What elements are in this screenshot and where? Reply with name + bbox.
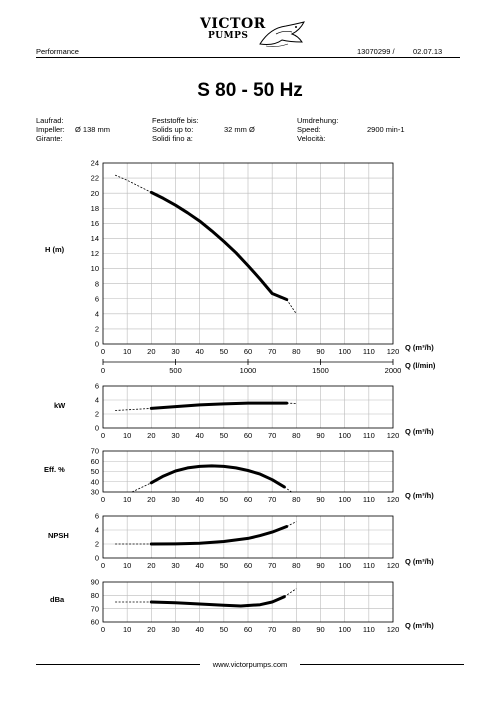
speed-label: Speed:: [297, 125, 321, 134]
head-curve-dashed-start: [115, 175, 151, 192]
footer-website: www.victorpumps.com: [212, 660, 288, 669]
npsh-xtick-label: 20: [147, 561, 156, 570]
efficiency-curve-solid: [151, 466, 284, 487]
efficiency-ytick-label: 70: [90, 446, 99, 456]
power-xlabel: Q (m³/h): [405, 427, 434, 436]
noise-xtick-label: 110: [362, 625, 375, 634]
npsh-xtick-label: 60: [243, 561, 253, 570]
head-xtick-label: 50: [219, 347, 229, 356]
efficiency-xtick-label: 90: [316, 495, 325, 504]
noise-ylabel: dBa: [50, 595, 65, 604]
efficiency-ytick-label: 50: [90, 467, 99, 477]
noise-xtick-label: 70: [267, 625, 277, 634]
efficiency-xtick-label: 70: [267, 495, 277, 504]
efficiency-xtick-label: 30: [171, 495, 180, 504]
npsh-xtick-label: 120: [386, 561, 400, 570]
npsh-xtick-label: 70: [267, 561, 277, 570]
laufrad-label: Laufrad:: [36, 116, 64, 125]
efficiency-xtick-label: 110: [362, 495, 375, 504]
power-xtick-label: 0: [100, 431, 106, 440]
noise-xtick-label: 60: [243, 625, 253, 634]
solids-label: Solids up to:: [152, 125, 194, 134]
head-ytick-label: 8: [94, 279, 99, 289]
noise-xtick-label: 30: [171, 625, 180, 634]
power-xtick-label: 100: [338, 431, 351, 440]
npsh-xtick-label: 0: [100, 561, 106, 570]
noise-ytick-label: 90: [90, 577, 99, 587]
power-xtick-label: 90: [316, 431, 325, 440]
npsh-xtick-label: 90: [316, 561, 325, 570]
power-curve-dashed-start: [115, 408, 151, 410]
head-xtick-label: 90: [316, 347, 325, 356]
power-xtick-label: 20: [147, 431, 156, 440]
efficiency-curve-dashed-start: [132, 483, 151, 492]
document-date: 02.07.13: [413, 47, 443, 56]
power-xtick-label: 110: [362, 431, 375, 440]
power-ytick-label: 0: [94, 423, 99, 433]
noise-xtick-label: 50: [219, 625, 229, 634]
power-ylabel: kW: [54, 401, 66, 410]
npsh-xtick-label: 50: [219, 561, 229, 570]
umdrehung-label: Umdrehung:: [297, 116, 339, 125]
noise-xtick-label: 40: [195, 625, 204, 634]
efficiency-curve-dashed-end: [284, 487, 291, 492]
lmin-tick-label: 0: [100, 366, 106, 375]
power-xtick-label: 50: [219, 431, 229, 440]
lmin-tick-label: 1500: [312, 366, 329, 375]
efficiency-xlabel: Q (m³/h): [405, 491, 434, 500]
efficiency-xtick-label: 20: [147, 495, 156, 504]
noise-xtick-label: 0: [100, 625, 106, 634]
head-xtick-label: 110: [362, 347, 375, 356]
noise-xlabel: Q (m³/h): [405, 621, 434, 630]
efficiency-xtick-label: 60: [243, 495, 253, 504]
lmin-tick-label: 500: [169, 366, 182, 375]
feststoffe-label: Feststoffe bis:: [152, 116, 199, 125]
efficiency-ytick-label: 30: [90, 487, 99, 497]
power-curve-solid: [151, 403, 286, 408]
head-xtick-label: 100: [338, 347, 351, 356]
noise-ytick-label: 80: [90, 590, 99, 600]
noise-xtick-label: 100: [338, 625, 351, 634]
head-ytick-label: 6: [94, 294, 99, 304]
solids-value: 32 mm Ø: [224, 125, 255, 134]
head-ytick-label: 4: [94, 309, 99, 319]
noise-xtick-label: 90: [316, 625, 325, 634]
head-ytick-label: 16: [90, 218, 99, 228]
npsh-xtick-label: 110: [362, 561, 375, 570]
head-xlabel: Q (m³/h): [405, 343, 434, 352]
noise-xtick-label: 80: [292, 625, 301, 634]
npsh-xtick-label: 80: [292, 561, 301, 570]
power-xtick-label: 40: [195, 431, 204, 440]
head-ytick-label: 12: [90, 249, 99, 259]
npsh-ylabel: NPSH: [48, 531, 69, 540]
npsh-curve-solid: [151, 527, 286, 545]
npsh-ytick-label: 6: [94, 511, 99, 521]
head-ytick-label: 2: [94, 324, 99, 334]
head-xtick-label: 20: [147, 347, 156, 356]
npsh-xtick-label: 30: [171, 561, 180, 570]
power-xtick-label: 80: [292, 431, 301, 440]
velocita-label: Velocità:: [297, 134, 326, 143]
noise-curve-solid: [151, 597, 284, 606]
efficiency-xtick-label: 40: [195, 495, 204, 504]
head-ytick-label: 20: [90, 188, 99, 198]
power-ytick-label: 4: [94, 395, 99, 405]
power-ytick-label: 2: [94, 409, 99, 419]
performance-label: Performance: [36, 47, 79, 56]
noise-xtick-label: 120: [386, 625, 400, 634]
head-ytick-label: 18: [90, 203, 99, 213]
power-xtick-label: 30: [171, 431, 180, 440]
head-xtick-label: 60: [243, 347, 253, 356]
lmin-tick-label: 2000: [384, 366, 402, 375]
girante-label: Girante:: [36, 134, 63, 143]
npsh-curve-dashed-end: [287, 522, 297, 527]
npsh-xlabel: Q (m³/h): [405, 557, 434, 566]
efficiency-xtick-label: 0: [100, 495, 106, 504]
noise-xtick-label: 10: [122, 625, 132, 634]
document-number: 13070299 /: [357, 47, 395, 56]
efficiency-ytick-label: 60: [90, 456, 99, 466]
noise-ytick-label: 70: [90, 604, 99, 614]
efficiency-xtick-label: 10: [122, 495, 132, 504]
npsh-ytick-label: 4: [94, 525, 99, 535]
head-ytick-label: 10: [90, 264, 99, 274]
impeller-value: Ø 138 mm: [75, 125, 111, 134]
head-xtick-label: 70: [267, 347, 277, 356]
power-xtick-label: 70: [267, 431, 277, 440]
efficiency-xtick-label: 100: [338, 495, 351, 504]
brand-name-line2: PUMPS: [208, 31, 249, 41]
head-curve-dashed-end: [287, 300, 297, 314]
head-ytick-label: 22: [90, 173, 99, 183]
lmin-tick-label: 1000: [239, 366, 257, 375]
npsh-xtick-label: 10: [122, 561, 132, 570]
power-xtick-label: 60: [243, 431, 253, 440]
page-title: S 80 - 50 Hz: [197, 80, 303, 101]
npsh-ytick-label: 2: [94, 539, 99, 549]
npsh-xtick-label: 40: [195, 561, 204, 570]
noise-ytick-label: 60: [90, 617, 99, 627]
power-xtick-label: 120: [386, 431, 400, 440]
head-ytick-label: 14: [90, 234, 99, 244]
power-xtick-label: 10: [122, 431, 132, 440]
efficiency-ylabel: Eff. %: [44, 465, 65, 474]
head-xtick-label: 40: [195, 347, 204, 356]
efficiency-ytick-label: 40: [90, 477, 99, 487]
efficiency-xtick-label: 50: [219, 495, 229, 504]
speed-value: 2900 min-1: [367, 125, 405, 134]
brand-name-line1: VICTOR: [200, 16, 266, 32]
lmin-axis-label: Q (l/min): [405, 361, 436, 370]
impeller-label: Impeller:: [36, 125, 65, 134]
efficiency-xtick-label: 120: [386, 495, 400, 504]
head-ytick-label: 0: [94, 339, 99, 349]
head-ytick-label: 24: [90, 158, 99, 168]
npsh-ytick-label: 0: [94, 553, 99, 563]
npsh-xtick-label: 100: [338, 561, 351, 570]
head-xtick-label: 0: [100, 347, 106, 356]
head-xtick-label: 10: [122, 347, 132, 356]
head-ylabel: H (m): [45, 245, 65, 254]
head-xtick-label: 30: [171, 347, 180, 356]
head-xtick-label: 120: [386, 347, 400, 356]
solidi-label: Solidi fino a:: [152, 134, 193, 143]
efficiency-xtick-label: 80: [292, 495, 301, 504]
noise-xtick-label: 20: [147, 625, 156, 634]
power-ytick-label: 6: [94, 381, 99, 391]
head-xtick-label: 80: [292, 347, 301, 356]
